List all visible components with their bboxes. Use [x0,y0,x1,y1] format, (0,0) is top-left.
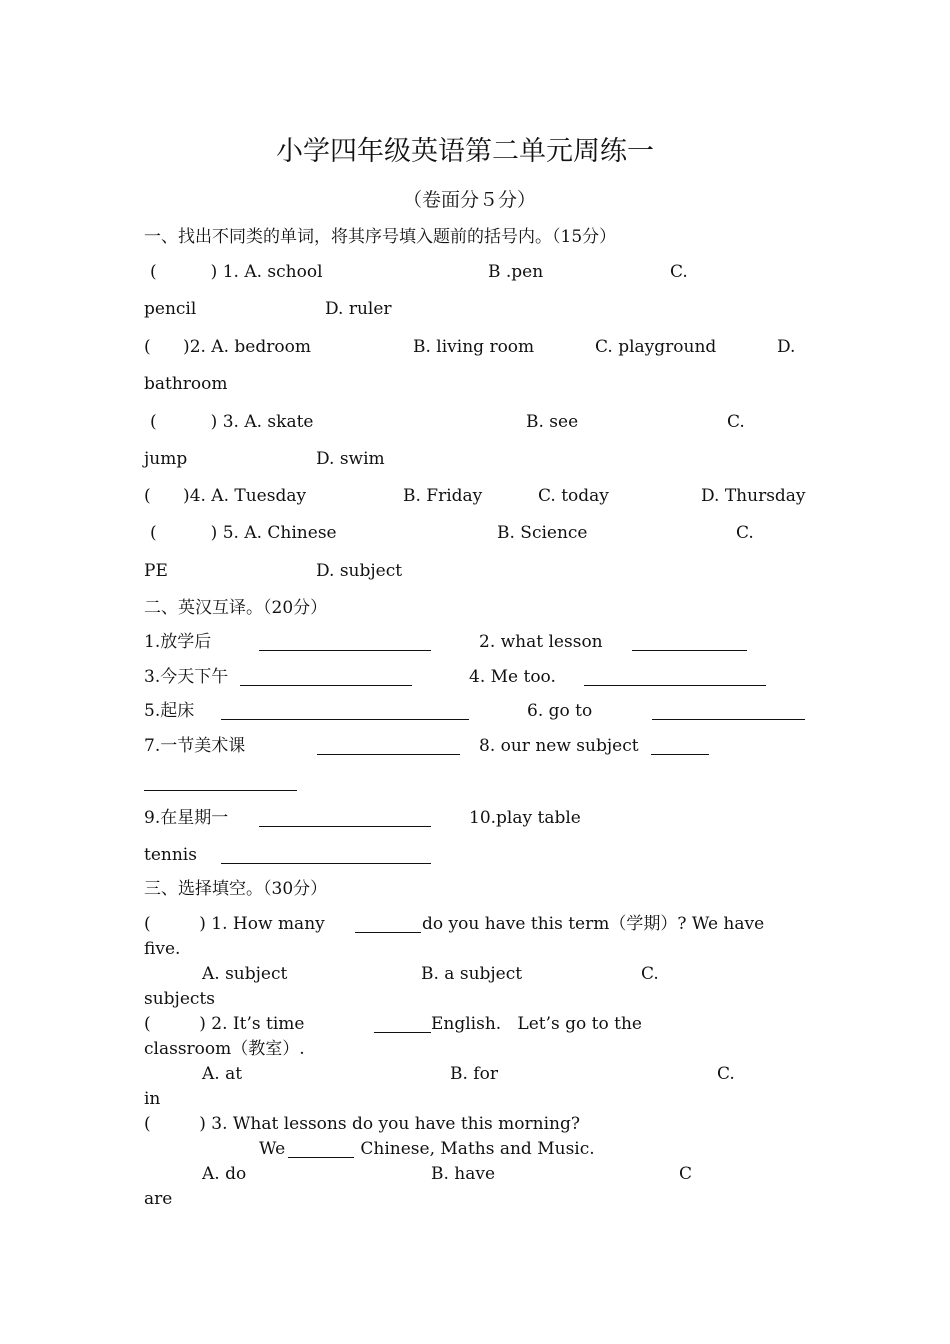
s2-item-1: 1.放学后 [144,632,212,652]
s1-q5-option-b: B. Science [497,523,588,543]
s2-item-8: 8. our new subject [479,736,639,756]
s3-q2-option-c-word: in [144,1089,161,1109]
answer-blank[interactable] [632,650,747,651]
s3-q3-option-c-word: are [144,1189,173,1209]
answer-blank[interactable] [651,754,709,755]
answer-blank[interactable] [317,754,460,755]
s1-q2-option-d: D. [777,337,796,357]
s3-q3-line2-b: Chinese, Maths and Music. [355,1139,595,1159]
s2-item-4: 4. Me too. [469,667,556,687]
s1-q1-option-c-word: pencil [144,299,197,319]
s3-q2-stem-cont: classroom（教室）. [144,1039,305,1059]
section2-heading: 二、英汉互译。（20分） [144,598,328,618]
s1-q4-option-d: D. Thursday [701,486,806,506]
s3-q1-stem-b: do you have this term（学期）? We have [422,914,765,934]
s1-q4-stem: ( )4. A. Tuesday [144,486,307,506]
s3-q2-stem-a: ( ) 2. It’s time [144,1014,310,1034]
s2-item-3: 3.今天下午 [144,667,229,687]
s3-q1-option-a: A. subject [202,964,288,984]
answer-blank[interactable] [584,685,766,686]
s1-q5-stem: ( ) 5. A. Chinese [150,523,337,543]
s3-q2-option-c: C. [717,1064,735,1084]
s1-q3-stem: ( ) 3. A. skate [150,412,314,432]
answer-blank[interactable] [221,719,469,720]
s2-item-9: 9.在星期一 [144,808,229,828]
s2-item-6: 6. go to [527,701,593,721]
s1-q1-option-b: B .pen [488,262,544,282]
s3-q3-line2-a: We [259,1139,291,1159]
s1-q5-option-d: D. subject [316,561,403,581]
s3-q3-stem: ( ) 3. What lessons do you have this morning? [144,1114,580,1134]
s1-q4-option-c: C. today [538,486,609,506]
s1-q5-option-c: C. [736,523,754,543]
answer-blank[interactable] [144,790,297,791]
answer-blank[interactable] [652,719,805,720]
s1-q1-option-d: D. ruler [325,299,392,319]
s2-item-7: 7.一节美术课 [144,736,246,756]
s3-q3-option-a: A. do [202,1164,247,1184]
s1-q2-option-d-word: bathroom [144,374,228,394]
s3-q3-option-c: C [679,1164,693,1184]
s1-q3-option-d: D. swim [316,449,385,469]
s3-q3-option-b: B. have [431,1164,496,1184]
s3-q1-option-c: C. [641,964,659,984]
answer-blank[interactable] [288,1157,354,1158]
s3-q1-option-c-word: subjects [144,989,215,1009]
section1-heading: 一、找出不同类的单词，将其序号填入题前的括号内。（15分） [144,227,617,247]
s2-item-10-cont: tennis [144,845,197,865]
s1-q2-stem: ( )2. A. bedroom [144,337,311,357]
answer-blank[interactable] [355,932,421,933]
s3-q2-stem-b: English. Let’s go to the [431,1014,642,1034]
s1-q1-stem: ( ) 1. A. school [150,262,323,282]
s3-q2-option-a: A. at [202,1064,243,1084]
s1-q1-option-c: C. [670,262,688,282]
answer-blank[interactable] [374,1032,431,1033]
section3-heading: 三、选择填空。（30分） [144,879,328,899]
page-title: 小学四年级英语第二单元周练一 [276,136,654,167]
s2-item-10: 10.play table [469,808,581,828]
s1-q2-option-c: C. playground [595,337,717,357]
s1-q3-option-c: C. [727,412,745,432]
s3-q2-option-b: B. for [450,1064,498,1084]
answer-blank[interactable] [259,826,431,827]
answer-blank[interactable] [240,685,412,686]
page-subtitle: （卷面分５分） [403,189,537,211]
s1-q3-option-c-word: jump [144,449,188,469]
s1-q3-option-b: B. see [526,412,579,432]
s2-item-5: 5.起床 [144,701,195,721]
s1-q4-option-b: B. Friday [403,486,483,506]
s3-q1-stem-cont: five. [144,939,181,959]
answer-blank[interactable] [259,650,431,651]
s3-q1-stem-a: ( ) 1. How many [144,914,331,934]
s3-q1-option-b: B. a subject [421,964,523,984]
s2-item-2: 2. what lesson [479,632,603,652]
s1-q5-option-c-word: PE [144,561,168,581]
s1-q2-option-b: B. living room [413,337,535,357]
answer-blank[interactable] [221,863,431,864]
